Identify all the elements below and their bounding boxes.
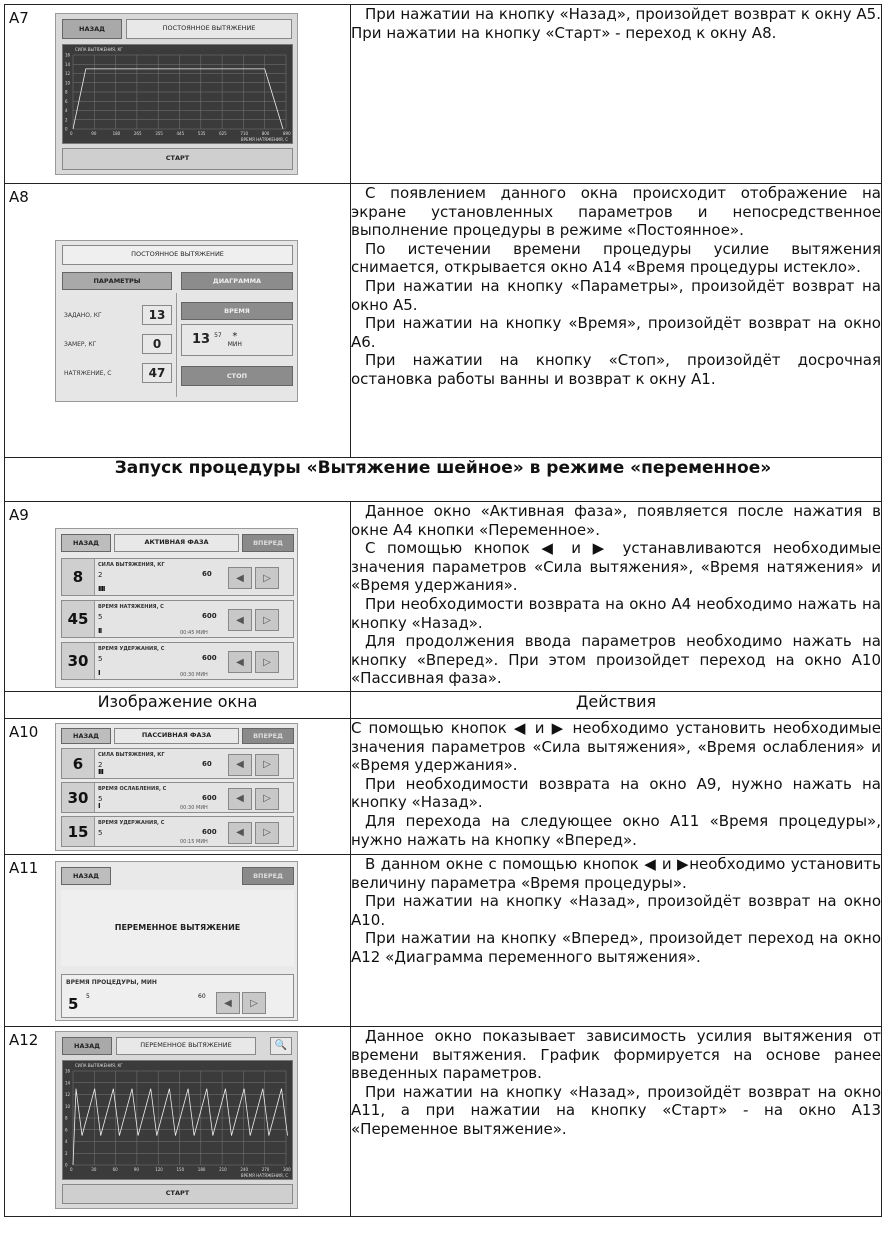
next-button[interactable]: ВПЕРЕД (242, 867, 294, 885)
x-tick-label: 180 (112, 131, 121, 136)
param-bar: II (98, 627, 102, 635)
param-label: СИЛА ВЫТЯЖЕНИЯ, КГ (98, 562, 165, 568)
y-tick-label: 14 (65, 1080, 71, 1086)
param-max: 600 (202, 654, 217, 662)
image-cell-a10 (5, 719, 351, 855)
x-tick-label: 240 (240, 1167, 249, 1172)
row-label: A7 (9, 9, 29, 27)
param-max: 60 (198, 993, 206, 1000)
x-tick-label: 445 (176, 131, 185, 136)
desc-cell-a8 (351, 184, 882, 458)
param-label: СИЛА ВЫТЯЖЕНИЯ, КГ (98, 752, 165, 758)
param-value: 15 (62, 817, 95, 846)
right-triangle-icon: ▷ (263, 614, 271, 626)
param-bar: I (98, 802, 100, 810)
increase-button[interactable] (255, 651, 279, 673)
chart-area (62, 44, 293, 144)
x-tick-label: 625 (219, 131, 227, 136)
param-row (61, 782, 294, 813)
x-axis-label: ВРЕМЯ НАТЯЖЕНИЯ, С (240, 1173, 288, 1178)
x-tick-label: 0 (70, 131, 73, 136)
y-tick-label: 6 (65, 98, 68, 104)
start-button[interactable]: СТАРТ (62, 1184, 293, 1204)
param-min: 5 (98, 829, 103, 837)
desc-paragraph: Для продолжения ввода параметров необходимо нажать на кнопку «Вперед». При этом произойдет переход на окно А10 «Пассивная фаза». (351, 632, 881, 688)
x-tick-label: 355 (155, 131, 163, 136)
y-tick-label: 8 (65, 89, 68, 95)
image-cell-a7 (5, 5, 351, 184)
stop-button[interactable]: СТОП (181, 366, 293, 386)
section-title: Запуск процедуры «Вытяжение шейное» в режиме «переменное» (5, 458, 882, 502)
decrease-button[interactable] (228, 788, 252, 810)
image-cell-a11 (5, 855, 351, 1027)
force-curve (73, 1089, 288, 1165)
x-tick-label: 90 (91, 131, 97, 136)
y-tick-label: 4 (65, 1139, 68, 1144)
x-tick-label: 270 (261, 1167, 270, 1172)
param-min: 5 (86, 993, 90, 1000)
increase-button[interactable] (255, 567, 279, 589)
desc-cell-a10 (351, 719, 882, 855)
time-button[interactable]: ВРЕМЯ (181, 302, 293, 320)
x-tick-label: 890 (283, 131, 291, 136)
y-tick-label: 2 (65, 1150, 68, 1156)
x-axis-label: ВРЕМЯ НАТЯЖЕНИЯ, С (240, 137, 288, 142)
desc-paragraph: В данном окне с помощью кнопок ◀ и ▶необходимо установить величину параметра «Время процедуры». (351, 855, 881, 892)
y-tick-label: 12 (65, 71, 71, 76)
param-bar: I (98, 669, 100, 677)
param-label: ВРЕМЯ НАТЯЖЕНИЯ, С (98, 604, 164, 610)
y-tick-label: 0 (65, 1162, 68, 1168)
desc-paragraph: При нажатии на кнопку «Назад», произойдёт возврат на окно А11, а при нажатии на кнопку «Старт» - на окно А13 «Переменное вытяжение». (351, 1082, 881, 1138)
back-button[interactable]: НАЗАД (61, 728, 111, 744)
set-value: 13 (142, 305, 172, 325)
x-tick-label: 60 (112, 1167, 118, 1172)
y-tick-label: 10 (65, 1103, 71, 1109)
left-triangle-icon: ◀ (224, 997, 232, 1009)
left-triangle-icon: ◀ (236, 793, 244, 804)
param-row (61, 748, 294, 779)
plot-svg (63, 1061, 292, 1179)
right-triangle-icon: ▷ (263, 656, 271, 668)
param-value: 30 (62, 643, 95, 679)
left-triangle-icon: ◀ (236, 572, 244, 584)
set-label: ЗАДАНО, КГ (64, 312, 102, 319)
desc-paragraph: Для перехода на следующее окно А11 «Время процедуры», нужно нажать на кнопку «Вперед». (351, 811, 881, 849)
row-label: А12 (9, 1031, 39, 1049)
left-triangle-icon: ◀ (236, 614, 244, 626)
param-row (61, 816, 294, 847)
decrease-button[interactable] (228, 651, 252, 673)
screen-title: ПОСТОЯННОЕ ВЫТЯЖЕНИЕ (62, 245, 293, 265)
y-tick-label: 4 (65, 108, 68, 113)
screen-a11 (55, 861, 298, 1021)
image-cell-a9 (5, 502, 351, 692)
param-sub: 00:45 МИН (180, 630, 208, 636)
x-tick-label: 710 (240, 131, 249, 136)
param-max: 60 (202, 570, 212, 578)
param-bar: III (98, 768, 103, 776)
meas-value: 0 (142, 334, 172, 354)
right-triangle-icon: ▷ (263, 759, 271, 770)
param-row (61, 558, 294, 596)
param-sub: 00:15 МИН (180, 839, 208, 845)
param-bar: IIII (98, 585, 105, 593)
desc-paragraph: При нажатии на кнопку «Назад», произойдет возврат к окну А5. При нажатии на кнопку «Старт» - переход к окну А8. (351, 5, 881, 42)
decrease-button[interactable] (228, 609, 252, 631)
param-label: ВРЕМЯ УДЕРЖАНИЯ, С (98, 646, 165, 652)
right-triangle-icon: ▷ (263, 572, 271, 584)
x-tick-label: 120 (155, 1167, 163, 1172)
y-tick-label: 16 (65, 52, 71, 58)
param-min: 2 (98, 571, 103, 579)
param-max: 600 (202, 794, 217, 802)
chart-area (62, 1060, 293, 1180)
increase-button[interactable] (255, 609, 279, 631)
increase-button[interactable] (255, 822, 279, 844)
param-value: 45 (62, 601, 95, 637)
param-max: 60 (202, 760, 212, 768)
screen-title: ПЕРЕМЕННОЕ ВЫТЯЖЕНИЕ (61, 890, 294, 966)
screen-title: ПЕРЕМЕННОЕ ВЫТЯЖЕНИЕ (116, 1037, 256, 1055)
y-tick-label: 10 (65, 80, 71, 86)
x-tick-label: 265 (133, 131, 142, 136)
increase-button[interactable] (255, 754, 279, 776)
y-tick-label: 8 (65, 1115, 68, 1121)
back-button[interactable]: НАЗАД (62, 1037, 112, 1055)
screen-title: ПАССИВНАЯ ФАЗА (114, 728, 239, 744)
x-tick-label: 180 (197, 1167, 206, 1172)
param-row (61, 600, 294, 638)
x-tick-label: 30 (91, 1167, 97, 1172)
next-button[interactable]: ВПЕРЕД (242, 728, 294, 744)
desc-cell-a12 (351, 1027, 882, 1217)
desc-paragraph: При нажатии на кнопку «Назад», произойдёт возврат на окно А10. (351, 892, 881, 929)
param-max: 600 (202, 828, 217, 836)
time-star: * (232, 331, 238, 342)
desc-paragraph: Данное окно показывает зависимость усилия вытяжения от времени вытяжения. График формируется на основе ранее введенных параметров. (351, 1027, 881, 1083)
screen-a9 (55, 528, 298, 688)
desc-paragraph: Данное окно «Активная фаза», появляется после нажатия в окне А4 кнопки «Переменное». (351, 502, 881, 539)
x-tick-label: 210 (219, 1167, 227, 1172)
decrease-button[interactable] (228, 822, 252, 844)
left-triangle-icon: ◀ (236, 656, 244, 668)
y-axis-label: СИЛА ВЫТЯЖЕНИЯ, КГ (75, 47, 123, 52)
desc-paragraph: При нажатии на кнопку «Вперед», произойдет переход на окно А12 «Диаграмма переменного вытяжения». (351, 929, 881, 966)
params-button[interactable]: ПАРАМЕТРЫ (62, 272, 172, 290)
y-tick-label: 2 (65, 117, 68, 123)
back-button[interactable]: НАЗАД (61, 534, 111, 552)
right-triangle-icon: ▷ (250, 997, 258, 1009)
param-value: 30 (62, 783, 95, 812)
desc-paragraph: С появлением данного окна происходит отображение на экране установленных параметров и непосредственное выполнение процедуры в режиме «Постоянное». (351, 184, 881, 240)
plot-svg (63, 45, 292, 143)
image-cell-a8 (5, 184, 351, 458)
screen-title: АКТИВНАЯ ФАЗА (114, 534, 239, 552)
diagram-button[interactable]: ДИАГРАММА (181, 272, 293, 290)
desc-paragraph: При нажатии на кнопку «Стоп», произойдёт досрочная остановка работы ванны и возврат к окну А1. (351, 351, 881, 388)
param-label: ВРЕМЯ ПРОЦЕДУРЫ, МИН (66, 979, 157, 986)
left-triangle-icon: ◀ (236, 827, 244, 838)
desc-paragraph: С помощью кнопок ◀ и ▶ устанавливаются необходимые значения параметров «Сила вытяжения», «Время натяжения» и «Время удержания». (351, 539, 881, 595)
back-button[interactable]: НАЗАД (61, 867, 111, 885)
screen-a10 (55, 723, 298, 851)
desc-paragraph: При нажатии на кнопку «Параметры», произойдёт возврат на окно А5. (351, 276, 881, 314)
x-tick-label: 0 (70, 1167, 73, 1172)
y-axis-label: СИЛА ВЫТЯЖЕНИЯ, КГ (75, 1063, 123, 1068)
document-table (4, 4, 882, 1217)
screen-title: ПОСТОЯННОЕ ВЫТЯЖЕНИЕ (126, 19, 292, 39)
increase-button[interactable] (242, 992, 266, 1014)
param-value: 5 (68, 995, 79, 1013)
divider (176, 293, 177, 397)
screen-a8 (55, 240, 298, 402)
x-tick-label: 800 (261, 131, 270, 136)
y-tick-label: 12 (65, 1092, 71, 1097)
row-label: А8 (9, 188, 29, 206)
param-min: 5 (98, 655, 103, 663)
row-label: А9 (9, 506, 29, 524)
desc-paragraph: При необходимости возврата на окно А4 необходимо нажать на кнопку «Назад». (351, 594, 881, 632)
desc-paragraph: При нажатии на кнопку «Время», произойдёт возврат на окно А6. (351, 314, 881, 351)
desc-paragraph: По истечении времени процедуры усилие вытяжения снимается, открывается окно А14 «Время процедуры истекло». (351, 239, 881, 277)
decrease-button[interactable] (228, 567, 252, 589)
tens-value: 47 (142, 363, 172, 383)
desc-cell-a9 (351, 502, 882, 692)
back-button[interactable]: НАЗАД (62, 19, 122, 39)
magnifier-icon[interactable]: 🔍 (270, 1037, 292, 1055)
next-button[interactable]: ВПЕРЕД (242, 534, 294, 552)
y-tick-label: 16 (65, 1068, 71, 1074)
decrease-button[interactable] (216, 992, 240, 1014)
time-unit-block (228, 332, 242, 348)
screen-a7 (55, 13, 298, 175)
x-tick-label: 90 (133, 1167, 139, 1172)
param-value: 8 (62, 559, 95, 595)
param-label: ВРЕМЯ ОСЛАБЛЕНИЯ, С (98, 786, 167, 792)
header-image: Изображение окна (5, 692, 351, 719)
y-tick-label: 14 (65, 61, 71, 67)
time-main: 13 (192, 332, 211, 348)
desc-paragraph: С помощью кнопок ◀ и ▶ необходимо установить необходимые значения параметров «Сила вытяжения», «Время ослабления» и «Время удержания». (351, 719, 881, 775)
x-tick-label: 150 (176, 1167, 185, 1172)
param-sub: 00:30 МИН (180, 805, 208, 811)
param-value: 6 (62, 749, 95, 778)
desc-paragraph: При необходимости возврата на окно А9, нужно нажать на кнопку «Назад». (351, 774, 881, 812)
desc-cell-a11 (351, 855, 882, 1027)
param-min: 5 (98, 613, 103, 621)
y-tick-label: 6 (65, 1127, 68, 1133)
param-min: 5 (98, 795, 103, 803)
param-min: 2 (98, 761, 103, 769)
tens-label: НАТЯЖЕНИЕ, С (64, 370, 112, 377)
time-display (181, 324, 293, 356)
param-max: 600 (202, 612, 217, 620)
x-tick-label: 300 (283, 1167, 291, 1172)
row-label: А11 (9, 859, 39, 877)
row-label: А10 (9, 723, 39, 741)
time-sec: 57 (214, 332, 222, 340)
right-triangle-icon: ▷ (263, 827, 271, 838)
meas-label: ЗАМЕР, КГ (64, 341, 97, 348)
param-label: ВРЕМЯ УДЕРЖАНИЯ, С (98, 820, 165, 826)
x-tick-label: 535 (197, 131, 206, 136)
param-row (61, 642, 294, 680)
time-unit: МИН (227, 341, 242, 348)
y-tick-label: 0 (65, 126, 68, 132)
param-sub: 00:30 МИН (180, 672, 208, 678)
right-triangle-icon: ▷ (263, 793, 271, 804)
increase-button[interactable] (255, 788, 279, 810)
image-cell-a12 (5, 1027, 351, 1217)
decrease-button[interactable] (228, 754, 252, 776)
param-row (61, 974, 294, 1018)
screen-a12 (55, 1031, 298, 1209)
left-triangle-icon: ◀ (236, 759, 244, 770)
header-actions: Действия (351, 692, 882, 719)
start-button[interactable]: СТАРТ (62, 148, 293, 170)
desc-cell-a7 (351, 5, 882, 184)
